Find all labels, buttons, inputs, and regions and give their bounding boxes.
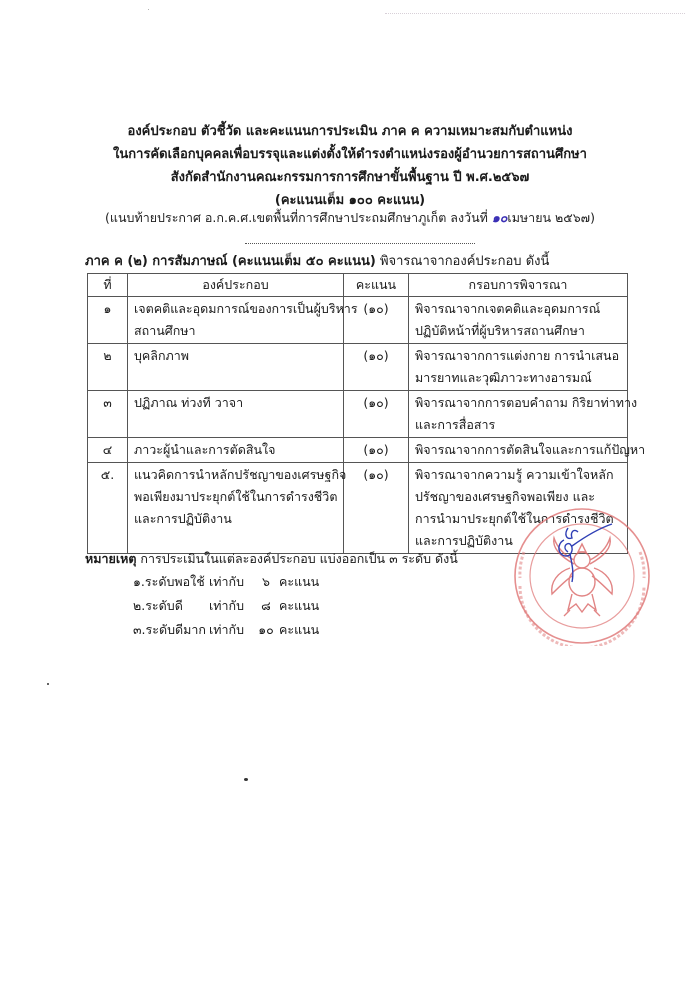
header-score: คะแนน — [344, 274, 409, 297]
dotted-separator — [245, 243, 475, 244]
table-header-row — [88, 274, 628, 297]
level-name: ๒.ระดับดี — [133, 598, 183, 613]
level-unit: คะแนน — [279, 622, 320, 637]
row-framework — [409, 297, 628, 344]
row-score: (๑๐) — [344, 391, 409, 438]
row-score: (๑๐) — [344, 463, 409, 554]
title-line-4: (คะแนนเต็ม ๑๐๐ คะแนน) — [274, 193, 426, 208]
level-eq: เท่ากับ — [209, 598, 245, 613]
announcement-reference — [0, 209, 700, 227]
row-score: (๑๐) — [344, 344, 409, 391]
row-no: ๔ — [88, 438, 128, 463]
row-component — [128, 438, 344, 463]
framework-line: ปรัชญาของเศรษฐกิจพอเพียง และ — [415, 489, 595, 504]
section-heading — [85, 253, 549, 271]
framework-line: พิจารณาจากความรู้ ความเข้าใจหลัก — [415, 467, 614, 482]
framework-line: พิจารณาจากการแต่งกาย การนำเสนอ — [415, 348, 620, 363]
framework-line: มารยาทและวุฒิภาวะทางอารมณ์ — [415, 370, 592, 385]
row-component — [128, 463, 347, 554]
scan-speck — [148, 9, 149, 10]
document-title — [0, 120, 700, 212]
subtitle-suffix: เมษายน ๒๕๖๗) — [507, 210, 595, 225]
score-levels-list — [133, 570, 319, 642]
header-no: ที่ — [88, 274, 128, 297]
title-line-1: องค์ประกอบ ตัวชี้วัด และคะแนนการประเมิน ภาค ค ความเหมาะสมกับตำแหน่ง — [127, 124, 573, 139]
row-component — [128, 391, 344, 438]
component-line: บุคลิกภาพ — [134, 348, 190, 363]
level-unit: คะแนน — [279, 598, 320, 613]
level-eq: เท่ากับ — [209, 622, 245, 637]
scan-artifact-line — [385, 13, 685, 14]
row-score: (๑๐) — [344, 438, 409, 463]
remark-label: หมายเหตุ — [85, 551, 137, 566]
level-eq: เท่ากับ — [209, 574, 245, 589]
row-component — [128, 344, 344, 391]
row-no: ๒ — [88, 344, 128, 391]
framework-line: พิจารณาจากเจตคติและอุดมการณ์ — [415, 301, 601, 316]
scan-speck — [47, 683, 49, 685]
row-component — [128, 297, 358, 344]
table-row — [88, 297, 628, 344]
row-no: ๑ — [88, 297, 128, 344]
interview-criteria-table — [87, 273, 646, 554]
table-row — [88, 463, 628, 554]
row-no: ๓ — [88, 391, 128, 438]
row-framework — [409, 344, 628, 391]
remark — [85, 550, 458, 568]
subtitle-prefix: (แนบท้ายประกาศ อ.ก.ค.ศ.เขตพื้นที่การศึกษาประถมศึกษาภูเก็ต ลงวันที่ — [105, 210, 492, 225]
level-unit: คะแนน — [279, 574, 320, 589]
component-line: ภาวะผู้นำและการตัดสินใจ — [134, 442, 276, 457]
framework-line: การนำมาประยุกต์ใช้ในการดำรงชีวิต — [415, 511, 614, 526]
scan-speck — [244, 778, 248, 781]
level-name: ๓.ระดับดีมาก — [133, 622, 206, 637]
handwritten-date: ๑๐ — [491, 210, 508, 225]
table-row — [88, 344, 628, 391]
framework-line: และการปฏิบัติงาน — [415, 533, 513, 548]
section-heading-bold: ภาค ค (๒) การสัมภาษณ์ (คะแนนเต็ม ๕๐ คะแนน) — [85, 254, 376, 269]
table-row — [88, 391, 628, 438]
row-framework — [409, 463, 628, 554]
table-row — [88, 438, 628, 463]
level-name: ๑.ระดับพอใช้ — [133, 574, 205, 589]
list-item — [133, 618, 319, 642]
framework-line: พิจารณาจากการตัดสินใจและการแก้ปัญหา — [415, 442, 646, 457]
row-framework — [409, 438, 646, 463]
title-line-3: สังกัดสำนักงานคณะกรรมการการศึกษาขั้นพื้นฐาน ปี พ.ศ.๒๕๖๗ — [170, 170, 530, 185]
remark-text: การประเมินในแต่ละองค์ประกอบ แบ่งออกเป็น ๓ ระดับ ดังนี้ — [136, 551, 458, 566]
header-framework: กรอบการพิจารณา — [409, 274, 628, 297]
framework-line: และการสื่อสาร — [415, 417, 496, 432]
component-line: ปฏิภาณ ท่วงที วาจา — [134, 395, 244, 410]
header-component: องค์ประกอบ — [128, 274, 344, 297]
level-value: ๖ — [262, 574, 270, 589]
section-heading-rest: พิจารณาจากองค์ประกอบ ดังนี้ — [375, 254, 550, 269]
component-line: พอเพียงมาประยุกต์ใช้ในการดำรงชีวิต — [134, 489, 338, 504]
level-value: ๑๐ — [258, 622, 274, 637]
component-line: เจตคติและอุดมการณ์ของการเป็นผู้บริหาร — [134, 301, 358, 316]
component-line: และการปฏิบัติงาน — [134, 511, 232, 526]
framework-line: ปฏิบัติหน้าที่ผู้บริหารสถานศึกษา — [415, 323, 585, 338]
level-value: ๘ — [261, 598, 271, 613]
component-line: สถานศึกษา — [134, 323, 196, 338]
framework-line: พิจารณาจากการตอบคำถาม กิริยาท่าทาง — [415, 395, 638, 410]
row-framework — [409, 391, 638, 438]
row-no: ๕. — [88, 463, 128, 554]
title-line-2: ในการคัดเลือกบุคคลเพื่อบรรจุและแต่งตั้งให้ดำรงตำแหน่งรองผู้อำนวยการสถานศึกษา — [113, 147, 587, 162]
list-item — [133, 570, 319, 594]
component-line: แนวคิดการนำหลักปรัชญาของเศรษฐกิจ — [134, 467, 347, 482]
list-item — [133, 594, 319, 618]
row-score: (๑๐) — [344, 297, 409, 344]
